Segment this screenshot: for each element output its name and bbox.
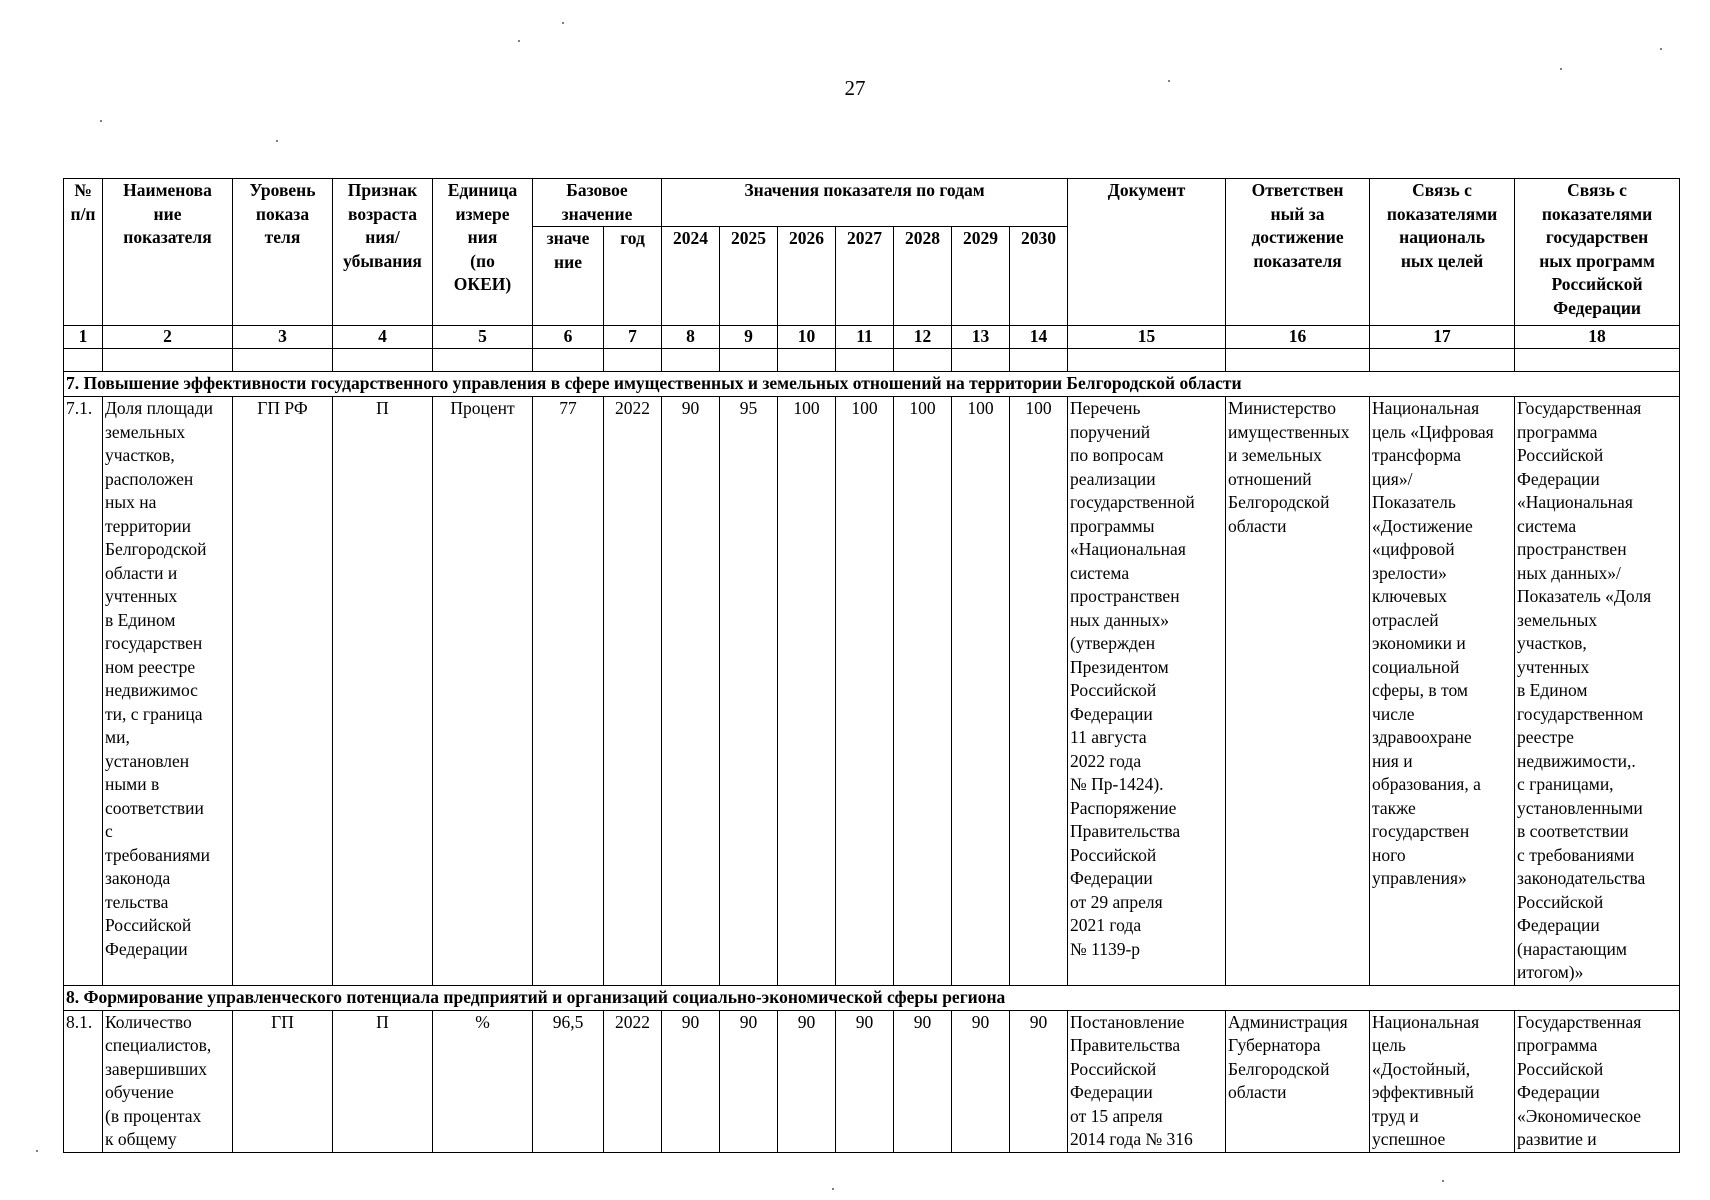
- header-base-year: год: [604, 227, 662, 326]
- column-number: 7: [604, 326, 662, 349]
- year-value: 90: [720, 1010, 778, 1152]
- section-title: 8. Формирование управленческого потенциала предприятий и организаций социально-экономической сферы региона: [64, 985, 1680, 1010]
- scan-speck: [276, 140, 278, 142]
- year-value: 90: [662, 397, 720, 986]
- base-year: 2022: [604, 1010, 662, 1152]
- national-goals: Национальная цель «Цифровая трансформа ция»/ Показатель «Достижение «цифровой зрелости» ключевых отраслей экономики и социальной сферы, в том числе здравоохране ния и образования, а также государствен ного управления»: [1370, 397, 1515, 986]
- header-unit: Единица измере ния (по ОКЕИ): [433, 179, 533, 326]
- column-number: 4: [333, 326, 433, 349]
- header-document: Документ: [1068, 179, 1226, 326]
- column-number: 10: [778, 326, 836, 349]
- scan-speck: [1660, 48, 1662, 50]
- indicator-trend: П: [333, 397, 433, 986]
- header-num: № п/п: [64, 179, 103, 326]
- indicator-name: Количество специалистов, завершивших обучение (в процентах к общему: [103, 1010, 233, 1152]
- year-value: 100: [778, 397, 836, 986]
- document: Постановление Правительства Российской Федерации от 15 апреля 2014 года № 316: [1068, 1010, 1226, 1152]
- indicator-level: ГП: [233, 1010, 333, 1152]
- year-value: 90: [836, 1010, 894, 1152]
- column-number: 15: [1068, 326, 1226, 349]
- scan-speck: [36, 1150, 38, 1152]
- header-year: 2024: [662, 227, 720, 326]
- header-year: 2029: [952, 227, 1010, 326]
- scan-speck: [1442, 1180, 1444, 1182]
- column-number: 16: [1226, 326, 1370, 349]
- base-value: 96,5: [533, 1010, 604, 1152]
- year-value: 100: [894, 397, 952, 986]
- year-value: 95: [720, 397, 778, 986]
- column-number: 13: [952, 326, 1010, 349]
- header-year: 2025: [720, 227, 778, 326]
- indicator-unit: Процент: [433, 397, 533, 986]
- national-goals: Национальная цель «Достойный, эффективный труд и успешное: [1370, 1010, 1515, 1152]
- indicator-trend: П: [333, 1010, 433, 1152]
- header-responsible: Ответствен ный за достижение показателя: [1226, 179, 1370, 326]
- year-value: 100: [952, 397, 1010, 986]
- row-num: 8.1.: [64, 1010, 103, 1152]
- column-number: 5: [433, 326, 533, 349]
- scan-speck: [1560, 68, 1562, 70]
- table-row: [64, 1010, 1680, 1152]
- scan-speck: [518, 40, 520, 42]
- column-number: 8: [662, 326, 720, 349]
- section-row: [64, 372, 1680, 397]
- year-value: 90: [1010, 1010, 1068, 1152]
- document: Перечень поручений по вопросам реализации государственной программы «Национальная система пространствен ных данных» (утвержден Президентом Российской Федерации 11 августа 2022 года № Пр-1424). Распоряжение Правительства Российской Федерации от 29 апреля 2021 года № 1139-р: [1068, 397, 1226, 986]
- year-value: 90: [662, 1010, 720, 1152]
- header-values-group: Значения показателя по годам: [662, 179, 1068, 227]
- year-value: 100: [1010, 397, 1068, 986]
- column-number: 17: [1370, 326, 1515, 349]
- header-level: Уровень показа теля: [233, 179, 333, 326]
- indicator-level: ГП РФ: [233, 397, 333, 986]
- header-base-group: Базовое значение: [533, 179, 662, 227]
- header-name: Наименова ние показателя: [103, 179, 233, 326]
- column-number: 2: [103, 326, 233, 349]
- year-value: 90: [894, 1010, 952, 1152]
- section-row: [64, 985, 1680, 1010]
- column-number: 1: [64, 326, 103, 349]
- year-value: 90: [952, 1010, 1010, 1152]
- responsible: Администрация Губернатора Белгородской области: [1226, 1010, 1370, 1152]
- column-number: 11: [836, 326, 894, 349]
- row-num: 7.1.: [64, 397, 103, 986]
- empty-row: [64, 349, 1680, 372]
- column-number: 14: [1010, 326, 1068, 349]
- header-trend: Признак возраста ния/ убывания: [333, 179, 433, 326]
- column-numbers-row: [64, 326, 1680, 349]
- header-year: 2027: [836, 227, 894, 326]
- state-programs: Государственная программа Российской Федерации «Национальная система пространствен ных данных»/ Показатель «Доля земельных участков, учтенных в Едином государственном реестре недвижимости,. с границами, установленными в соответствии с требованиями законодательства Российской Федерации (нарастающим итогом)»: [1515, 397, 1680, 986]
- header-base-value: значе ние: [533, 227, 604, 326]
- header-state-programs: Связь с показателями государствен ных программ Российской Федерации: [1515, 179, 1680, 326]
- header-year: 2028: [894, 227, 952, 326]
- header-year: 2026: [778, 227, 836, 326]
- column-number: 3: [233, 326, 333, 349]
- scan-speck: [832, 1188, 834, 1190]
- column-number: 18: [1515, 326, 1680, 349]
- state-programs: Государственная программа Российской Федерации «Экономическое развитие и: [1515, 1010, 1680, 1152]
- scan-speck: [562, 22, 564, 24]
- section-title: 7. Повышение эффективности государственного управления в сфере имущественных и земельных отношений на территории Белгородской области: [64, 372, 1680, 397]
- column-number: 12: [894, 326, 952, 349]
- page-number: 27: [844, 76, 866, 100]
- base-year: 2022: [604, 397, 662, 986]
- base-value: 77: [533, 397, 604, 986]
- year-value: 90: [778, 1010, 836, 1152]
- responsible: Министерство имущественных и земельных отношений Белгородской области: [1226, 397, 1370, 986]
- indicators-table: [63, 178, 1680, 1153]
- table-row: [64, 397, 1680, 986]
- header-national: Связь с показателями националь ных целей: [1370, 179, 1515, 326]
- header-row-1: [64, 179, 1680, 227]
- indicator-unit: %: [433, 1010, 533, 1152]
- scan-speck: [1168, 80, 1170, 82]
- indicator-name: Доля площади земельных участков, расположен ных на территории Белгородской области и учтенных в Едином государствен ном реестре недвижимос ти, с граница ми, установлен ными в соответствии с требованиями законода тельства Российской Федерации: [103, 397, 233, 986]
- column-number: 9: [720, 326, 778, 349]
- column-number: 6: [533, 326, 604, 349]
- scan-speck: [100, 120, 102, 122]
- header-year: 2030: [1010, 227, 1068, 326]
- year-value: 100: [836, 397, 894, 986]
